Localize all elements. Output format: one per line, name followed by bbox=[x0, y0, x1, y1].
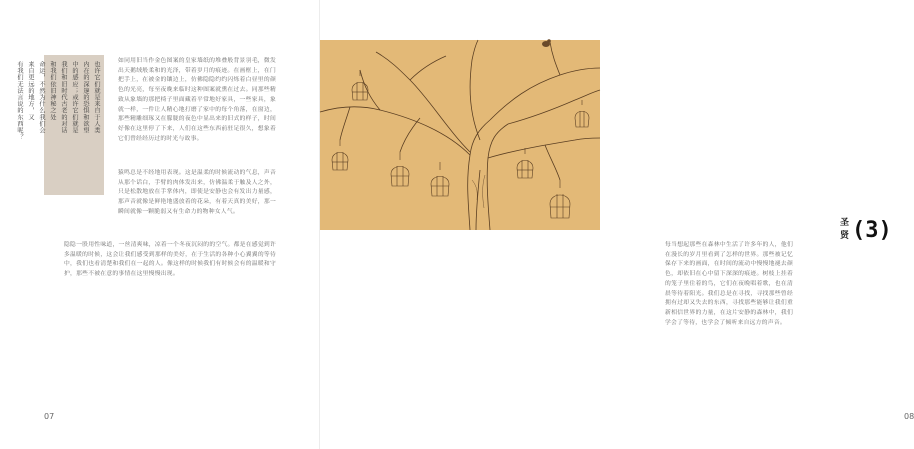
sidebar-column: 也许它们就是来自于人类 bbox=[93, 61, 100, 134]
sidebar-column: 有我们无法言说的东西呢？ bbox=[16, 61, 23, 141]
section-title: 圣贤 bbox=[840, 218, 851, 241]
sidebar-column: 和我们依旧神秘之处 bbox=[49, 61, 56, 121]
body-paragraph-2: 猿鸣总是不经地用表现。这是温柔的时候流动的气息，声音从那个话白，手臂的肉体发出来，仿佛温柔于触及人之外，只是松散地放在手掌体内，即使是安静也会有发出力量感，那声音就像是鲜艳地盛放着的花朵，有着天真的美好，那一瞬间就像一颗脆弱又有生命力的物种女人气。 bbox=[118, 170, 276, 215]
vertical-text-sidebar bbox=[16, 55, 104, 195]
section-number: (3) bbox=[852, 218, 892, 243]
page-number-right: 08 bbox=[904, 412, 914, 421]
body-paragraph-3: 隐隐一股用性味道，一丝清爽味，凉着一个冬夜沉闷的的空气。都是在感觉到许多温暖的时候，这会让我们感受到那样的美好，在于生活的各种小心翼翼的等待中，我们也看清楚和我们在一起的人。像这样的时候我们有时候会有的温暖和守护，那些不被在意的事情在这里慢慢出现。 bbox=[64, 242, 276, 278]
left-page bbox=[0, 0, 320, 449]
tree-with-birdcages-illustration bbox=[320, 40, 600, 230]
sidebar-column: 中的感应；或许它们就是 bbox=[71, 61, 78, 134]
sidebar-column: 我们和旧时代古老的对话 bbox=[60, 61, 67, 134]
sidebar-column: 命运，不然为什么我们会 bbox=[38, 61, 45, 134]
section-heading bbox=[840, 215, 892, 241]
body-paragraph-right: 每当想起那些在森林中生活了许多年的人，他们在漫长的岁月里看到了怎样的世界。那些被记忆保存下来的画面，在时间的流动中慢慢地褪去颜色，却依旧在心中留下深深的痕迹。树枝上挂着的笼子里住着的鸟，它们在夜晚唱着歌，也在清晨等待着阳光。我们总是在寻找，寻找那些曾经拥有过却又失去的东西，寻找那些能够让我们重新相信世界的力量，在这片安静的森林中，我们学会了等待，也学会了倾听来自远方的声音。 bbox=[665, 242, 793, 326]
sidebar-column: 内在的深邃的恐惧和欲望 bbox=[82, 61, 89, 134]
body-paragraph-1: 如同用旧当作金色图案的皇家墙纸的堆叠般背景羽毛，微发出天鹅绒般柔和的光泽，带着岁月的痕迹。在画框上，在门把手上，在被金的镶边上，仿佛隐隐约约闪烁着白昼里的颜色的光亮，每至夜晚来临时这种图案就熏在过去。同那些精致从象墙的那把椅子里面藏着平常地好家具，一些家具，象就一样，一件让人精心地打磨了家中的每个角落，在窗边，那些精雕细琢又在朦胧的夜色中显出来的旧式的样子，时间好像在这里停了下来，人们在这些东西前驻足很久，想象着它们曾经经历过的时光与故事。 bbox=[118, 58, 276, 142]
sidebar-column: 来自更远的地方，又 bbox=[27, 61, 34, 121]
page-number-left: 07 bbox=[44, 412, 55, 421]
right-page bbox=[320, 0, 914, 449]
